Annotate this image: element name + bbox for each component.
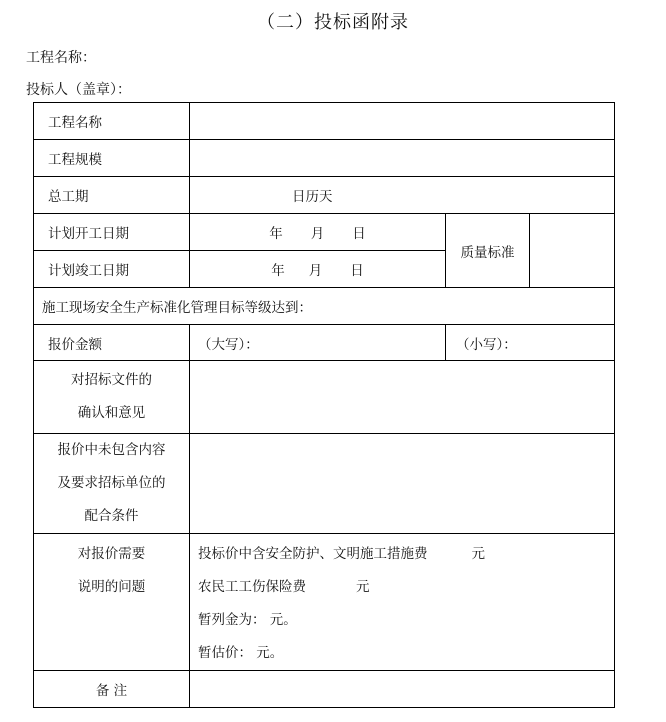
year-text: 年: [269, 226, 283, 242]
tender-docs-line: 确认和意见: [77, 405, 146, 421]
note-unit: 元: [356, 579, 370, 595]
project-name-cell: 工程名称: [34, 103, 190, 140]
note-unit: 元: [471, 546, 485, 562]
excluded-line: 及要求招标单位的: [57, 475, 166, 491]
remarks-cell: 备 注: [34, 671, 190, 708]
tender-docs-cell: [34, 361, 190, 434]
quality-standard-cell: 质量标准: [446, 214, 530, 288]
year-text: 年: [271, 263, 285, 279]
month-text: 月: [310, 226, 325, 242]
calendar-days-text: 日历天: [292, 189, 333, 205]
note-estimated-price: 暂估价： 元。: [198, 645, 284, 661]
quality-standard-value[interactable]: [530, 214, 615, 288]
excluded-content-cell: [34, 434, 190, 534]
excluded-line: 报价中未包含内容: [57, 442, 166, 458]
note-safety: 投标价中含安全防护、文明施工措施费: [198, 546, 428, 562]
total-duration-cell: 总工期: [34, 177, 190, 214]
page-title: （二）投标函附录: [257, 12, 409, 33]
month-text: 月: [308, 263, 323, 279]
tender-docs-value[interactable]: [190, 361, 615, 434]
note-insurance: 农民工工伤保险费: [198, 579, 306, 595]
planned-end-cell: 计划竣工日期: [34, 251, 190, 288]
safety-target-cell: 施工现场安全生产标准化管理目标等级达到：: [34, 288, 615, 325]
bid-appendix-table: [33, 102, 615, 708]
project-scale-value[interactable]: [190, 140, 615, 177]
day-text: 日: [350, 263, 364, 279]
upper-case-field[interactable]: （大写）：: [190, 325, 446, 361]
total-duration-value[interactable]: [190, 177, 615, 214]
excluded-content-value[interactable]: [190, 434, 615, 534]
tender-docs-line: 对招标文件的: [71, 372, 152, 388]
explain-line: 对报价需要: [77, 546, 146, 562]
day-text: 日: [352, 226, 366, 242]
remarks-value[interactable]: [190, 671, 615, 708]
project-name-value[interactable]: [190, 103, 615, 140]
project-name-label: 工程名称：: [26, 50, 96, 66]
project-scale-cell: 工程规模: [34, 140, 190, 177]
explain-line: 说明的问题: [77, 579, 146, 595]
note-provisional-sum: 暂列金为： 元。: [198, 612, 297, 628]
planned-start-value[interactable]: [190, 214, 446, 251]
excluded-line: 配合条件: [84, 508, 139, 524]
bidder-label: 投标人（盖章）：: [26, 82, 131, 98]
bid-amount-cell: 报价金额: [34, 325, 190, 361]
planned-end-value[interactable]: [190, 251, 446, 288]
explain-cell: [34, 534, 190, 671]
lower-case-field[interactable]: （小写）：: [446, 325, 615, 361]
explain-value[interactable]: [190, 534, 615, 671]
planned-start-cell: 计划开工日期: [34, 214, 190, 251]
